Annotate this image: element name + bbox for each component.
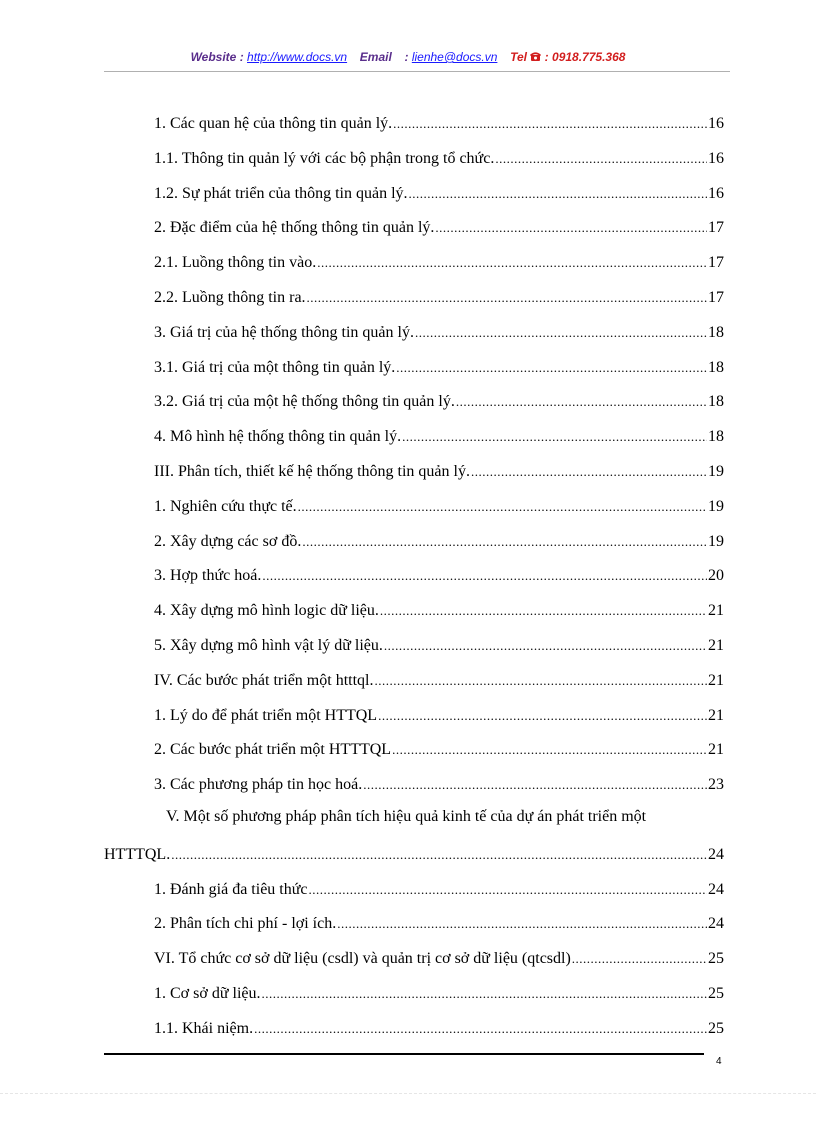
toc-entry-text: 1. Các quan hệ của thông tin quản lý. [154, 115, 393, 132]
toc-leader-dots [378, 708, 707, 724]
toc-entry-text: IV. Các bước phát triển một htttql. [154, 671, 374, 689]
toc-entry-page: 18 [708, 428, 724, 446]
toc-entry-page: 21 [708, 706, 724, 724]
toc-entry-text: 1. Cơ sở dữ liệu. [154, 985, 261, 1002]
toc-entry [154, 249, 724, 273]
toc-leader-dots [302, 534, 707, 550]
toc-entry-text: 2.2. Luồng thông tin ra. [154, 289, 306, 306]
toc-entry-text: 3. Giá trị của hệ thống thông tin quản lý. [154, 323, 414, 341]
tel-label: Tel [510, 50, 527, 64]
toc-leader-dots [262, 568, 707, 584]
toc-entry-page: 21 [708, 637, 724, 654]
toc-entry [154, 736, 724, 760]
toc-entry-page: 19 [708, 463, 724, 480]
toc-entry [154, 180, 724, 204]
toc-entry-text: 5. Xây dựng mô hình vật lý dữ liệu. [154, 637, 383, 654]
toc-leader-dots [415, 325, 707, 341]
toc-entry [154, 284, 724, 308]
toc-entry [154, 354, 724, 378]
toc-entry-page: 21 [708, 741, 724, 759]
toc-leader-dots [402, 429, 707, 445]
toc-entry [154, 910, 724, 934]
toc-entry-text: 2. Đặc điểm của hệ thống thông tin quản lý. [154, 219, 435, 237]
toc-entry-page: 17 [708, 254, 724, 272]
toc-entry-text: 1. Nghiên cứu thực tế. [154, 497, 297, 515]
toc-entry-page: 17 [708, 289, 724, 306]
toc-entry-page: 25 [708, 985, 724, 1002]
toc-leader-dots [392, 742, 707, 758]
toc-entry-page: 21 [708, 671, 724, 689]
toc-entry-page: 16 [708, 115, 724, 132]
toc-entry-text: 4. Mô hình hệ thống thông tin quản lý. [154, 428, 402, 446]
page-bottom-edge [0, 1093, 816, 1094]
email-link[interactable]: lienhe@docs.vn [411, 50, 498, 64]
toc-entry-wrapped-second-line [104, 841, 724, 865]
toc-leader-dots [298, 499, 707, 515]
toc-leader-dots [456, 394, 707, 410]
toc-entry-page: 19 [708, 497, 724, 515]
toc-entry-text: 1. Lý do để phát triển một HTTQL [154, 706, 378, 724]
toc-entry-page: 24 [708, 915, 724, 933]
toc-leader-dots [396, 360, 707, 376]
toc-entry [154, 214, 724, 238]
toc-leader-dots [380, 603, 707, 619]
toc-entry-text: 1.1. Khái niệm. [154, 1019, 254, 1037]
toc-entry [154, 388, 724, 412]
toc-leader-dots [572, 951, 707, 967]
toc-entry-text: 3.2. Giá trị của một hệ thống thông tin quản lý. [154, 393, 455, 411]
toc-entry-page: 21 [708, 602, 724, 620]
toc-entry-text: 2. Xây dựng các sơ đồ. [154, 532, 302, 550]
toc-entry-text: 2.1. Luồng thông tin vào. [154, 254, 317, 272]
toc-leader-dots [317, 255, 707, 271]
website-label: Website : [190, 50, 244, 64]
toc-entry-page: 24 [708, 880, 724, 898]
toc-leader-dots [171, 847, 707, 863]
toc-entry-page: 17 [708, 219, 724, 237]
toc-entry-text: VI. Tổ chức cơ sở dữ liệu (csdl) và quản trị cơ sở dữ liệu (qtcsdl) [154, 950, 571, 968]
toc-leader-dots [261, 986, 707, 1002]
toc-entry [154, 319, 724, 343]
toc-entry [154, 458, 724, 482]
toc-leader-dots [471, 464, 707, 480]
footer-rule [104, 1053, 704, 1055]
toc-entry [154, 771, 724, 795]
toc-leader-dots [409, 186, 707, 202]
toc-entry [154, 493, 724, 517]
toc-entry-text: 1. Đánh giá đa tiêu thức [154, 880, 308, 898]
toc-leader-dots [374, 673, 707, 689]
toc-entry-text: III. Phân tích, thiết kế hệ thống thông tin quản lý. [154, 463, 470, 480]
toc-entry-text: HTTTQL. [104, 845, 171, 863]
email-separator: : [404, 50, 409, 64]
toc-entry-text: 1.1. Thông tin quản lý với các bộ phận trong tổ chức. [154, 149, 495, 167]
toc-entry-wrapped-first-line: V. Một số phương pháp phân tích hiệu quả kinh tế của dự án phát triển một [166, 808, 647, 825]
toc-entry [154, 667, 724, 691]
toc-entry-text: 2. Phân tích chi phí - lợi ích. [154, 915, 337, 933]
toc-leader-dots [337, 916, 707, 932]
toc-entry [154, 110, 724, 134]
toc-entry-page: 16 [708, 149, 724, 167]
toc-entry-page: 25 [708, 1019, 724, 1037]
toc-entry [154, 597, 724, 621]
email-label: Email [359, 50, 392, 64]
toc-entry [154, 423, 724, 447]
toc-entry-page: 18 [708, 393, 724, 411]
toc-entry [154, 702, 724, 726]
toc-leader-dots [495, 151, 707, 167]
toc-entry-page: 25 [708, 950, 724, 968]
tel-value: 0918.775.368 [552, 50, 626, 64]
toc-entry [154, 945, 724, 969]
toc-entry-page: 20 [708, 567, 724, 585]
toc-entry [154, 528, 724, 552]
toc-entry-text: 2. Các bước phát triển một HTTTQL [154, 741, 392, 759]
toc-entry-page: 16 [708, 184, 724, 202]
toc-entry [154, 145, 724, 169]
toc-entry-page: 19 [708, 532, 724, 550]
toc-entry-page: 18 [708, 323, 724, 341]
toc-entry [154, 1015, 724, 1039]
toc-entry-page: 23 [708, 776, 724, 794]
toc-entry-page: 18 [708, 358, 724, 376]
toc-entry-text: 3.1. Giá trị của một thông tin quản lý. [154, 358, 396, 376]
toc-leader-dots [307, 290, 707, 306]
toc-entry [154, 980, 724, 1004]
page-number: 4 [716, 1056, 722, 1067]
toc-entry [154, 876, 724, 900]
toc-entry-text: 3. Các phương pháp tin học hoá. [154, 776, 363, 794]
toc-leader-dots [384, 638, 707, 654]
toc-entry [154, 562, 724, 586]
toc-entry-text: 4. Xây dựng mô hình logic dữ liệu. [154, 602, 379, 620]
website-link[interactable]: http://www.docs.vn [247, 50, 348, 64]
tel-separator: : [544, 50, 549, 64]
toc-entry-text: 1.2. Sự phát triển của thông tin quản lý. [154, 184, 408, 202]
toc-entry [154, 632, 724, 656]
toc-leader-dots [435, 220, 707, 236]
toc-entry-page: 24 [708, 845, 724, 863]
toc-entry-text: 3. Hợp thức hoá. [154, 567, 262, 585]
toc-leader-dots [363, 777, 707, 793]
toc-leader-dots [393, 116, 707, 132]
toc-leader-dots [309, 882, 707, 898]
toc-leader-dots [254, 1021, 707, 1037]
